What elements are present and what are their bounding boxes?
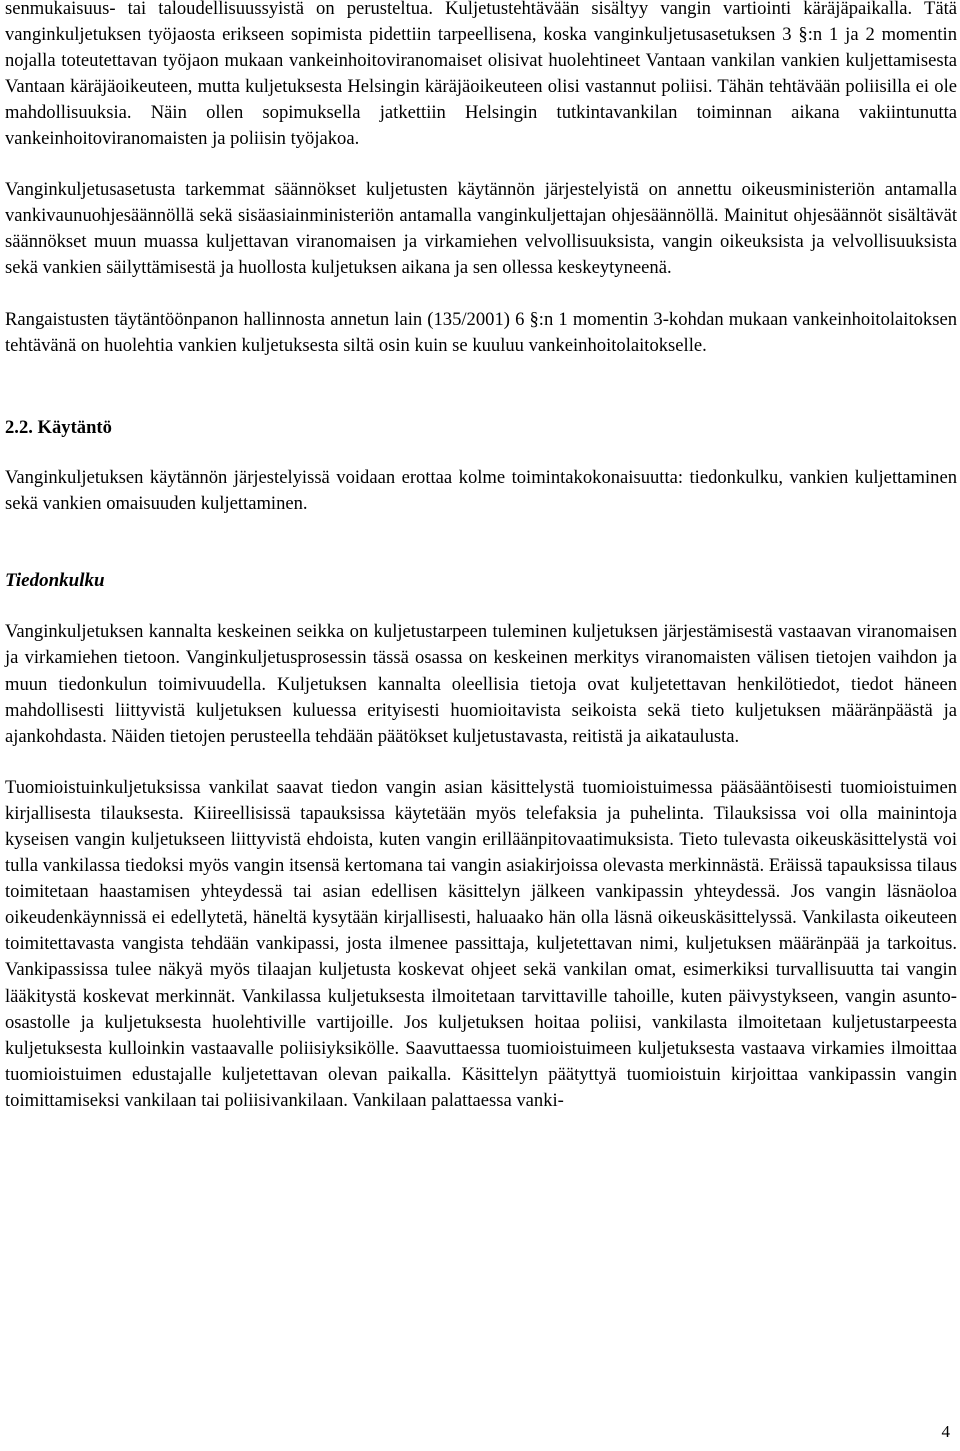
body-paragraph: Vanginkuljetusasetusta tarkemmat säännökset kuljetusten käytännön järjestelyistä on annettu oikeusministeriön antamalla vankivaunuohjesäännöllä sekä sisäasiainministeriön antamalla vanginkuljettajan ohjesäännöllä. Mainitut ohjesäännöt sisältävät säännökset muun muassa kuljettavan viranomaisen ja virkamiehen velvollisuuksista, vangin oikeuksista ja velvollisuuksista sekä vankien säilyttämisestä ja huollosta kuljetuksen aikana ja sen ollessa keskeytyneenä. [5, 178, 957, 278]
section-heading: 2.2. Käytäntö [5, 417, 112, 439]
page-number: 4 [941, 1422, 950, 1441]
subsection-heading: Tiedonkulku [5, 570, 105, 592]
section-paragraph: Vanginkuljetuksen käytännön järjestelyissä voidaan erottaa kolme toimintakokonaisuutta: tiedonkulku, vankien kuljettaminen sekä vankien omaisuuden kuljettaminen. [5, 467, 957, 515]
subsection-paragraph: Vanginkuljetuksen kannalta keskeinen seikka on kuljetustarpeen tuleminen kuljetuksen järjestämisestä vastaavan viranomaisen ja virkamiehen tietoon. Vanginkuljetusprosessin tässä osassa on keskeinen merkitys viranomaisten välisen tietojen vaihdon ja muun tiedonkulun toimivuudella. Kuljetuksen kannalta oleellisia tietoja ovat kuljetettavan henkilötiedot, tiedot häneen mahdollisesti liittyvistä kuljetuksen kuluessa erityisesti huomioitavista seikoista sekä tieto kuljetuksen määränpäästä ja ajankohdasta. Näiden tietojen perusteella tehdään päätökset kuljetustavasta, reitistä ja aikataulusta. [5, 621, 957, 747]
body-paragraph: Rangaistusten täytäntöönpanon hallinnosta annetun lain (135/2001) 6 §:n 1 momentin 3-kohdan mukaan vankeinhoitolaitoksen tehtävänä on huolehtia vankien kuljetuksesta siltä osin kuin se kuuluu vankeinhoitolaitokselle. [5, 308, 957, 357]
document-page [5, 0, 957, 1114]
subsection-paragraph: Tuomioistuinkuljetuksissa vankilat saavat tiedon vangin asian käsittelystä tuomioistuimessa pääsääntöisesti tuomioistuimen kirjallisesta tilauksesta. Kiireellisissä tapauksissa käytetään myös telefaksia ja puhelinta. Tilauksissa voi olla mainintoja kyseisen vangin kuljetukseen liittyvistä ehdoista, kuten vangin erilläänpitovaatimuksista. Tieto tulevasta oikeuskäsittelystä voi tulla vankilassa tiedoksi myös vangin itsensä kertomana tai vangin asiakirjoissa olevasta merkinnästä. Eräissä tapauksissa tilaus toimitetaan haastamisen yhteydessä tai asian edellisen käsittelyn jälkeen vankipassin yhteydessä. Jos vangin läsnäoloa oikeudenkäynnissä ei edellytetä, häneltä kysytään kirjallisesti, haluaako hän olla läsnä oikeuskäsittelyssä. Vankilasta oikeuteen toimitettavasta vangista tehdään vankipassi, josta ilmenee passittaja, kuljetettavan nimi, kuljetuksen määränpää ja tarkoitus. Vankipassissa tulee näkyä myös tilaajan kuljetusta koskevat ohjeet sekä vankilan omat, esimerkiksi turvallisuutta tai vangin lääkitystä koskevat merkinnät. Vankilassa kuljetuksesta ilmoitetaan tarvittaville tahoille, kuten päivystykseen, vangin asunto-osastolle ja kuljetuksesta huolehtiville vartijoille. Jos kuljetuksen hoitaa poliisi, vankilasta ilmoitetaan kuljetustarpeesta kuljetuksesta kulloinkin vastaavalle poliisiyksikölle. Saavuttaessa tuomioistuimeen kuljetuksesta vastaava virkamies ilmoittaa tuomioistuimen edustajalle kuljetettavan olevan paikalla. Käsittelyn päätyttyä tuomioistuin kirjoittaa vankipassin vangin toimittamiseksi vankilaan tai poliisivankilaan. Vankilaan palattaessa vanki- [5, 776, 957, 1111]
body-paragraph: senmukaisuus- tai taloudellisuussyistä on perusteltua. Kuljetustehtävään sisältyy vangin vartiointi käräjäpaikalla. Tätä vanginkuljetuksen työjaosta erikseen sopimista pidettiin tarpeellisena, koska vanginkuljetusasetuksen 3 §:n 1 ja 2 momentin nojalla toteutettavan työjaon mukaan vankeinhoitoviranomaiset olisivat huolehtineet Vantaan vankilan vankien kuljettamisesta Vantaan käräjäoikeuteen, mutta kuljetuksesta Helsingin käräjäoikeuteen olisi vastannut poliisi. Tähän tehtävään poliisilla ei ole mahdollisuuksia. Näin ollen sopimuksella jatkettiin Helsingin tutkintavankilan toiminnan aikana vakiintunutta vankeinhoitoviranomaisten ja poliisin työjakoa. [5, 0, 957, 150]
